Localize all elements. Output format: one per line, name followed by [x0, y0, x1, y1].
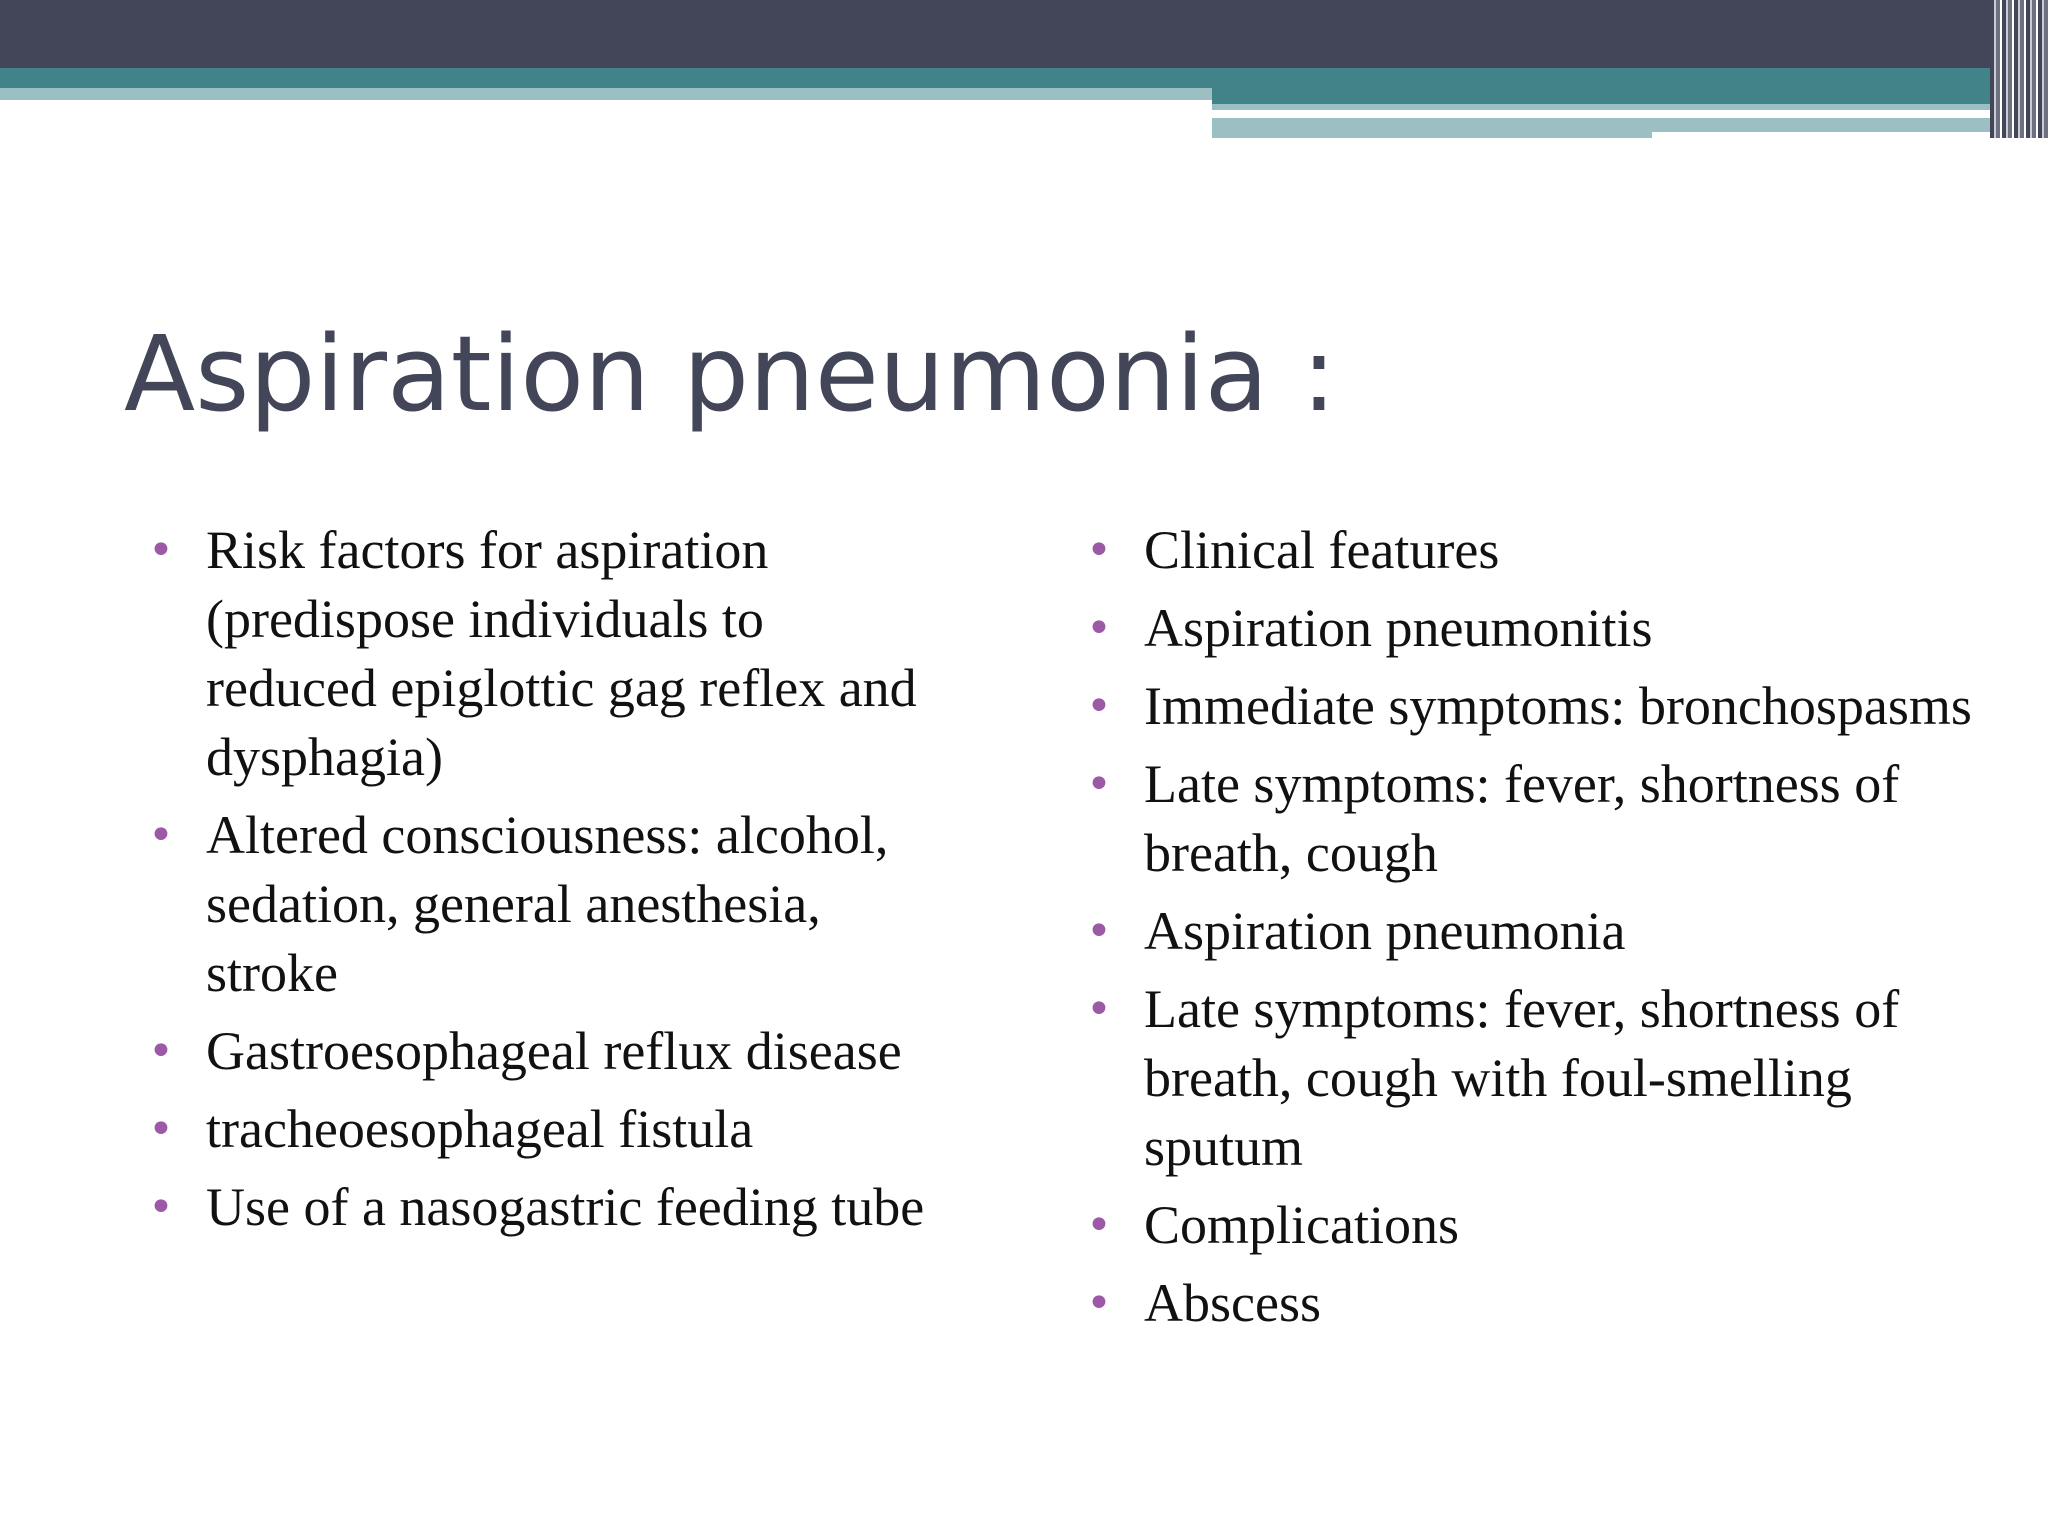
header-band-light-left — [0, 88, 1212, 100]
list-item: • tracheoesophageal fistula — [148, 1095, 938, 1164]
list-item: • Abscess — [1086, 1269, 1986, 1338]
header-stripes-decoration — [1990, 0, 2048, 138]
slide-title: Aspiration pneumonia : — [124, 313, 1337, 435]
list-item: • Gastroesophageal reflux disease — [148, 1017, 938, 1086]
list-item: • Immediate symptoms: bronchospasms — [1086, 672, 1986, 741]
header-band-teal-right — [1212, 88, 1990, 104]
header-band-dark — [0, 0, 1990, 68]
list-item: • Use of a nasogastric feeding tube — [148, 1173, 938, 1242]
header-white-notch — [1652, 132, 1990, 142]
left-bullet-list — [148, 516, 938, 1251]
header-white-line — [1212, 110, 1896, 118]
list-item: • Aspiration pneumonia — [1086, 897, 1986, 966]
list-item: • Late symptoms: fever, shortness of breath, cough with foul-smelling sputum — [1086, 975, 1986, 1182]
list-item: • Late symptoms: fever, shortness of breath, cough — [1086, 750, 1986, 888]
list-item: • Altered consciousness: alcohol, sedation, general anesthesia, stroke — [148, 801, 938, 1008]
header-band-teal — [0, 68, 1990, 88]
list-item: • Clinical features — [1086, 516, 1986, 585]
right-bullet-list — [1086, 516, 1986, 1347]
list-item: • Risk factors for aspiration (predispose individuals to reduced epiglottic gag reflex and dysphagia) — [148, 516, 938, 792]
list-item: • Aspiration pneumonitis — [1086, 594, 1986, 663]
list-item: • Complications — [1086, 1191, 1986, 1260]
